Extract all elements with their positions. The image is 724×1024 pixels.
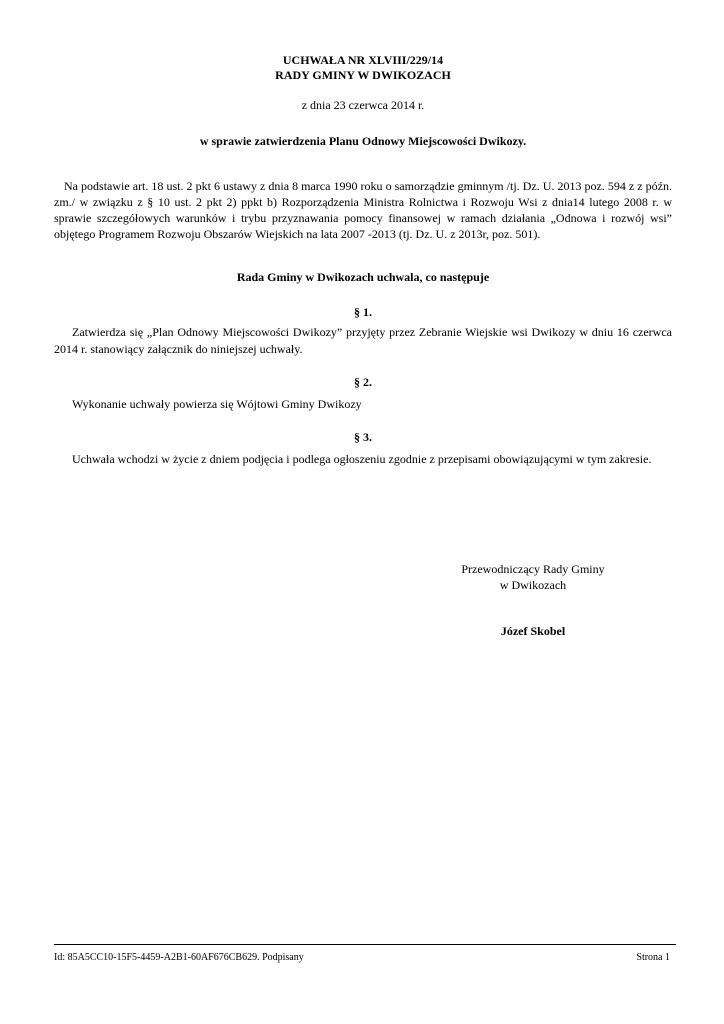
resolution-date: z dnia 23 czerwca 2014 r. — [301, 98, 425, 112]
section-3-mark: § 3. — [354, 430, 372, 444]
signature-title-line2: w Dwikozach — [499, 578, 567, 592]
section-1-mark: § 1. — [354, 305, 372, 319]
footer-page-number: Strona 1 — [636, 952, 670, 963]
legal-basis-paragraph: Na podstawie art. 18 ust. 2 pkt 6 ustawy z dnia 8 marca 1990 roku o samorządzie gminnym /tj. Dz. U. 2013 poz. 594 z z późn. zm./ w związku z § 10 ust. 2 pkt 2) ppkt b) Rozporządzenia Ministra Rolnictwa i Rozwoju Wsi z dnia14 lutego 2008 r. w sprawie szczegółowych warunków i trybu przyznawania pomocy finansowej w ramach działania „Odnowa i rozwój wsi” objętego Programem Rozwoju Obszarów Wiejskich na lata 2007 -2013 (tj. Dz. U. z 2013r, poz. 501). — [54, 179, 672, 241]
council-name: RADY GMINY W DWIKOZACH — [275, 68, 451, 82]
footer-document-id: Id: 85A5CC10-15F5-4459-A2B1-60AF676CB629. Podpisany — [54, 952, 304, 963]
signature-block — [400, 561, 666, 593]
section-2-text: Wykonanie uchwały powierza się Wójtowi Gminy Dwikozy — [72, 397, 362, 411]
footer-divider — [54, 944, 676, 945]
resolution-subject: w sprawie zatwierdzenia Planu Odnowy Miejscowości Dwikozy. — [199, 134, 527, 148]
signatory-name: Józef Skobel — [500, 624, 566, 638]
section-1-text: Zatwierdza się „Plan Odnowy Miejscowości Dwikozy” przyjęty przez Zebranie Wiejskie wsi Dwikozy w dniu 16 czerwca 2014 r. stanowiący załącznik do niniejszej uchwały. — [54, 325, 672, 356]
resolution-number: UCHWAŁA NR XLVIII/229/14 — [282, 53, 444, 67]
signature-title-line1: Przewodniczący Rady Gminy — [461, 562, 605, 576]
resolution-intro: Rada Gminy w Dwikozach uchwala, co następuje — [236, 270, 490, 284]
section-3-text: Uchwała wchodzi w życie z dniem podjęcia i podlega ogłoszeniu zgodnie z przepisami obowiązującymi w tym zakresie. — [72, 452, 652, 466]
section-2-mark: § 2. — [354, 375, 372, 389]
